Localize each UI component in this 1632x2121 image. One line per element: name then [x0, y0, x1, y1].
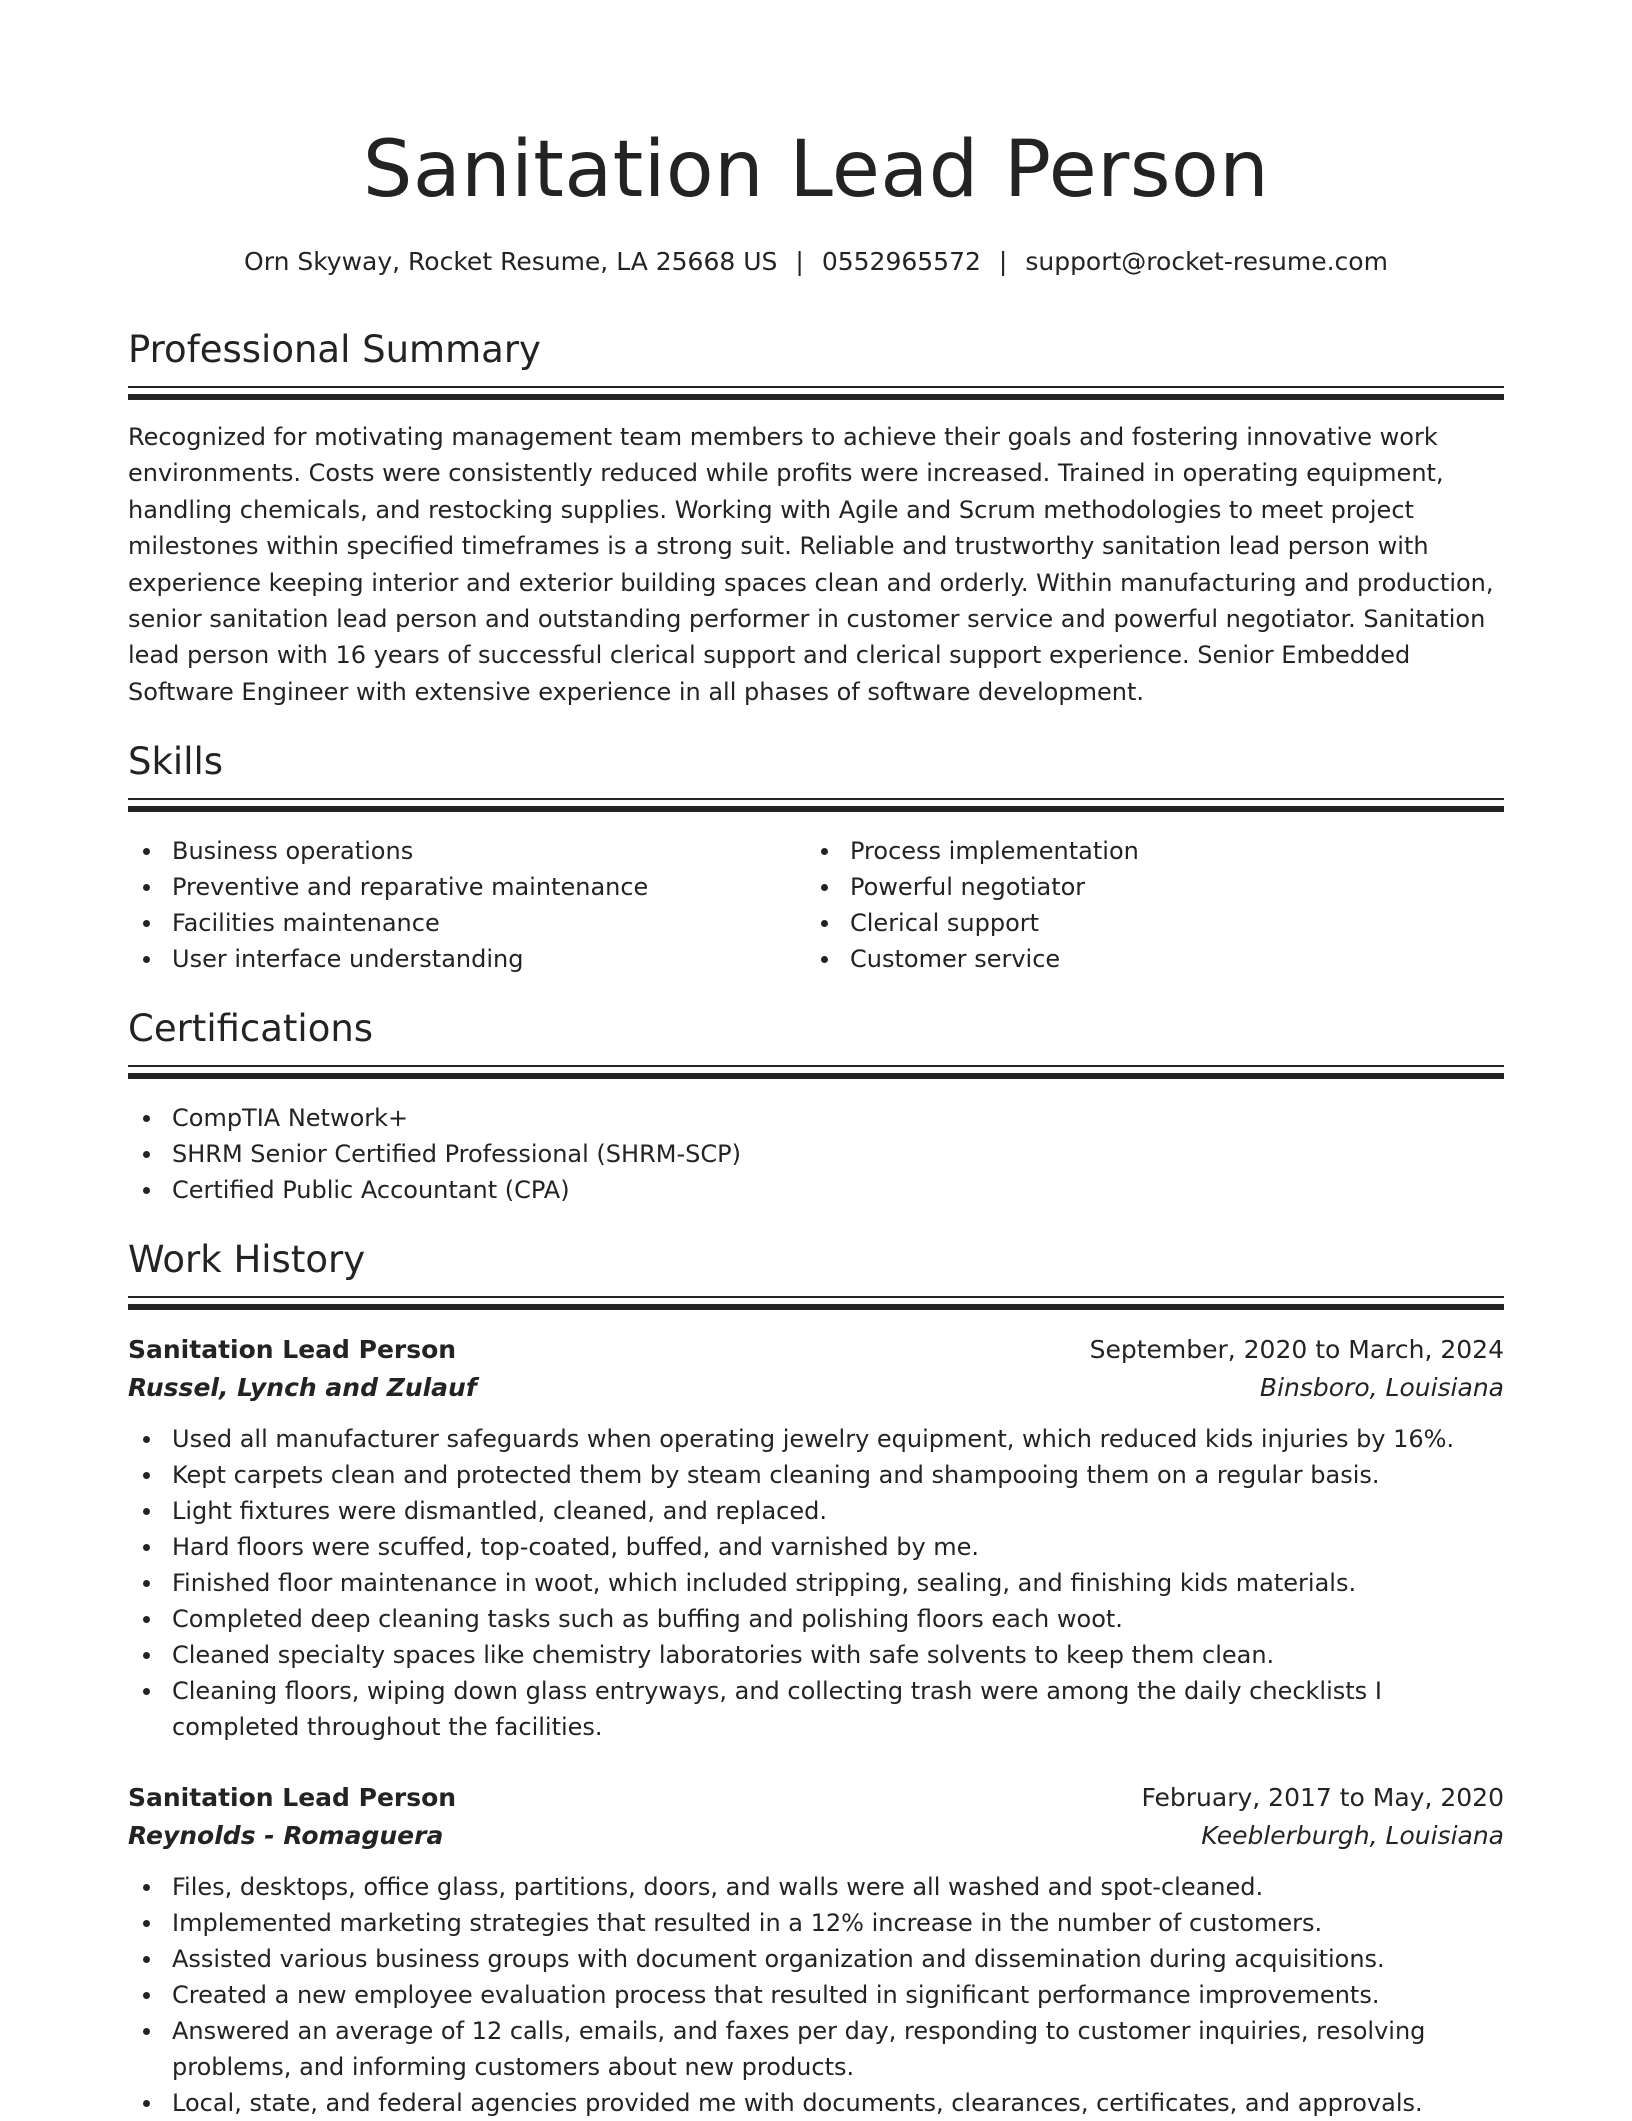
contact-line [128, 246, 1504, 278]
skill-item: Customer service [806, 941, 1484, 977]
skill-item: Clerical support [806, 905, 1484, 941]
job-bullet: Used all manufacturer safeguards when operating jewelry equipment, which reduced kids injuries by 16%. [128, 1421, 1504, 1457]
job-bullet: Completed deep cleaning tasks such as buffing and polishing floors each woot. [128, 1601, 1504, 1637]
job-entry [128, 1779, 1504, 2121]
job-bullets [128, 1869, 1504, 2121]
certification-item: SHRM Senior Certified Professional (SHRM-SCP) [128, 1136, 1504, 1172]
job-bullets [128, 1421, 1504, 1745]
job-bullet: Cleaned specialty spaces like chemistry laboratories with safe solvents to keep them clean. [128, 1637, 1504, 1673]
job-location: Keeblerburgh, Louisiana [1201, 1821, 1504, 1851]
job-bullet: Files, desktops, office glass, partitions, doors, and walls were all washed and spot-cleaned. [128, 1869, 1504, 1905]
skill-item: Facilities maintenance [128, 905, 806, 941]
section-divider [128, 1296, 1504, 1311]
job-bullet: Assisted various business groups with document organization and dissemination during acquisitions. [128, 1941, 1504, 1977]
skill-item: Business operations [128, 833, 806, 869]
section-divider [128, 386, 1504, 401]
contact-phone: 0552965572 [821, 247, 981, 276]
skill-item: User interface understanding [128, 941, 806, 977]
job-company: Reynolds - Romaguera [128, 1821, 444, 1851]
summary-text: Recognized for motivating management team members to achieve their goals and fostering innovative work environments. Costs were consistently reduced while profits were increased. Trained in operating equipment, handling chemicals, and restocking supplies. Working with Agile and Scrum methodologies to meet project milestones within specified timeframes is a strong suit. Reliable and trustworthy sanitation lead person with experience keeping interior and exterior building spaces clean and orderly. Within manufacturing and production, senior sanitation lead person and outstanding performer in customer service and powerful negotiator. Sanitation lead person with 16 years of successful clerical support and clerical support experience. Senior Embedded Software Engineer with extensive experience in all phases of software development. [128, 423, 1494, 706]
job-bullet: Cleaning floors, wiping down glass entryways, and collecting trash were among the daily checklists I completed throughout the facilities. [128, 1673, 1504, 1745]
work-history-section [128, 1238, 1504, 2121]
job-bullet: Kept carpets clean and protected them by steam cleaning and shampooing them on a regular basis. [128, 1457, 1504, 1493]
contact-separator: | [998, 247, 1008, 276]
skill-item: Preventive and reparative maintenance [128, 869, 806, 905]
certification-item: Certified Public Accountant (CPA) [128, 1172, 1504, 1208]
certifications-section [128, 1007, 1504, 1208]
job-entry [128, 1331, 1504, 1745]
job-company-row [128, 1369, 1504, 1407]
section-title: Work History [128, 1238, 366, 1282]
section-divider [128, 1065, 1504, 1080]
professional-summary-section [128, 328, 1504, 710]
job-bullet: Finished floor maintenance in woot, which included stripping, sealing, and finishing kids materials. [128, 1565, 1504, 1601]
candidate-name: Sanitation Lead Person [362, 125, 1270, 215]
job-dates: February, 2017 to May, 2020 [1141, 1783, 1504, 1813]
resume-page [128, 0, 1504, 2121]
certifications-list [128, 1100, 1504, 1208]
job-bullet: Hard floors were scuffed, top-coated, buffed, and varnished by me. [128, 1529, 1504, 1565]
job-bullet: Light fixtures were dismantled, cleaned, and replaced. [128, 1493, 1504, 1529]
certification-item: CompTIA Network+ [128, 1100, 1504, 1136]
job-company-row [128, 1817, 1504, 1855]
skills-column-left [128, 833, 806, 977]
job-header-row [128, 1331, 1504, 1369]
job-dates: September, 2020 to March, 2024 [1089, 1335, 1504, 1365]
contact-separator: | [795, 247, 804, 276]
job-bullet: Answered an average of 12 calls, emails, and faxes per day, responding to customer inquiries, resolving problems, and informing customers about new products. [128, 2013, 1504, 2085]
job-bullet: Implemented marketing strategies that resulted in a 12% increase in the number of customers. [128, 1905, 1504, 1941]
skill-item: Process implementation [806, 833, 1484, 869]
skill-item: Powerful negotiator [806, 869, 1484, 905]
contact-address: Orn Skyway, Rocket Resume, LA 25668 US [244, 247, 778, 276]
contact-email[interactable]: support@rocket-resume.com [1025, 247, 1388, 276]
section-divider [128, 798, 1504, 813]
section-title: Professional Summary [128, 328, 541, 371]
job-location: Binsboro, Louisiana [1259, 1373, 1504, 1403]
skills-column-right [806, 833, 1484, 977]
section-title: Skills [128, 740, 224, 784]
skills-grid [128, 833, 1504, 977]
job-header-row [128, 1779, 1504, 1817]
skills-section [128, 740, 1504, 977]
job-title: Sanitation Lead Person [128, 1783, 457, 1813]
job-company: Russel, Lynch and Zulauf [128, 1373, 477, 1403]
job-title: Sanitation Lead Person [128, 1335, 457, 1365]
job-bullet: Local, state, and federal agencies provided me with documents, clearances, certificates, and approvals. [128, 2085, 1504, 2121]
section-title: Certifications [128, 1007, 374, 1051]
job-bullet: Created a new employee evaluation process that resulted in significant performance improvements. [128, 1977, 1504, 2013]
